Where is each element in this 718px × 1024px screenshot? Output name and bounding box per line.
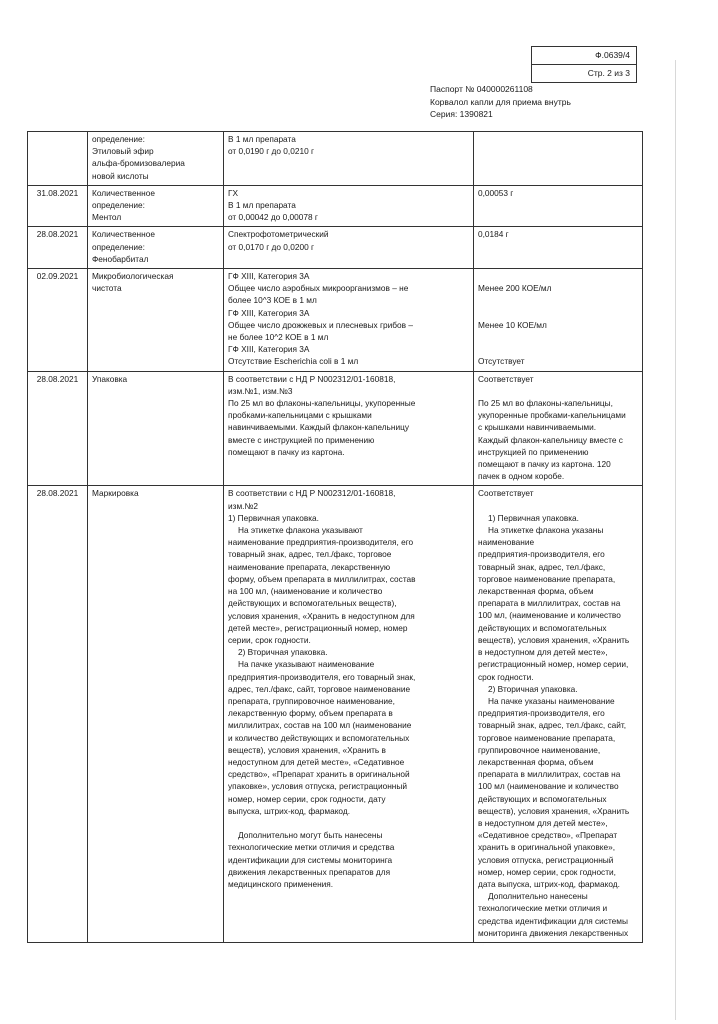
cell-line: Общее число аэробных микроорганизмов – не — [228, 283, 409, 294]
cell-line: На пачке указаны наименование — [488, 695, 615, 706]
cell-line: Упаковка — [92, 373, 128, 384]
page-number: Стр. 2 из 3 — [532, 64, 636, 82]
result-cell — [474, 371, 643, 486]
cell-line: в недоступном для детей месте», — [478, 817, 608, 828]
cell-line: регистрационный номер, номер серии, — [478, 659, 629, 670]
cell-line: Фенобарбитал — [92, 253, 149, 264]
table-row — [28, 132, 643, 186]
date-cell: 02.09.2021 — [28, 269, 88, 372]
table-row — [28, 269, 643, 372]
cell-line: 1) Первичная упаковка. — [488, 512, 579, 523]
cell-line: определение: — [92, 241, 145, 252]
cell-line: Менее 200 КОЕ/мл — [478, 283, 552, 294]
cell-line: ГФ XIII, Категория 3А — [228, 271, 310, 282]
cell-line: хранить в оригинальной упаковке», — [478, 842, 616, 853]
cell-line: условия отпуска, регистрационный — [478, 854, 614, 865]
cell-line: навинчиваемыми. Каждый флакон-капельницу — [228, 422, 409, 433]
cell-line: изм.№2 — [228, 500, 258, 511]
cell-line: ГФ XIII, Категория 3А — [228, 344, 310, 355]
cell-line: Этиловый эфир — [92, 146, 154, 157]
test-cell — [88, 132, 224, 186]
cell-line: от 0,0190 г до 0,0210 г — [228, 146, 315, 157]
date-cell — [28, 132, 88, 186]
cell-line: недоступном для детей месте», «Седативное — [228, 756, 405, 767]
product-name: Корвалол капли для приема внутрь — [430, 96, 571, 107]
norm-cell — [224, 132, 474, 186]
cell-line — [478, 385, 638, 397]
cell-line: определение: — [92, 134, 145, 144]
form-code: Ф.0639/4 — [595, 50, 630, 60]
date-cell: 28.08.2021 — [28, 371, 88, 486]
cell-line: веществ), условия хранения, «Хранить — [478, 805, 630, 816]
cell-line: ГФ XIII, Категория 3А — [228, 307, 310, 318]
cell-line — [478, 500, 638, 512]
cell-line: от 0,00042 до 0,00078 г — [228, 212, 318, 223]
table-row — [28, 185, 643, 227]
scan-edge-line — [675, 60, 676, 1020]
cell-line: Спектрофотометрический — [228, 229, 329, 240]
cell-line: В соответствии с НД Р N002312/01-160818, — [228, 488, 396, 499]
cell-line: По 25 мл во флаконы-капельницы, — [478, 398, 613, 409]
cell-line: действующих и вспомогательных — [478, 793, 607, 804]
cell-line: в недоступном для детей месте», — [478, 647, 608, 658]
cell-line: Отсутствие Escherichia coli в 1 мл — [228, 356, 359, 367]
cell-line: технологические метки отличия и средства — [228, 842, 395, 853]
cell-line: помещают в пачку из картона. 120 — [478, 459, 611, 470]
cell-line: и количество действующих и вспомогательных — [228, 732, 410, 743]
result-cell — [474, 269, 643, 372]
cell-line: новой кислоты — [92, 170, 149, 181]
cell-line: 1) Первичная упаковка. — [228, 512, 319, 523]
cell-line: препарата, группировочное наименование, — [228, 695, 395, 706]
test-cell — [88, 371, 224, 486]
result-cell — [474, 185, 643, 227]
test-cell — [88, 269, 224, 372]
cell-line: предприятия-производителя, его — [478, 549, 605, 560]
cell-line: срок годности. — [478, 671, 534, 682]
cell-line: помещают в пачку из картона. — [228, 446, 345, 457]
cell-line: мониторинга движения лекарственных — [478, 927, 629, 938]
cell-line: с крышками навинчиваемыми. — [478, 422, 597, 433]
result-cell — [474, 132, 643, 186]
cell-line — [478, 307, 638, 319]
cell-line: В 1 мл препарата — [228, 134, 296, 144]
cell-line: миллилитрах, состав на 100 мл (наименование — [228, 720, 412, 731]
cell-line: торговое наименование препарата, — [478, 573, 616, 584]
cell-line: препарата в миллилитрах, состав на — [478, 598, 621, 609]
cell-line: Соответствует — [478, 488, 534, 499]
cell-line: Дополнительно нанесены — [488, 891, 588, 902]
cell-line: На пачке указывают наименование — [238, 659, 375, 670]
cell-line: препарата в миллилитрах, состав на — [478, 769, 621, 780]
form-code-box — [531, 46, 637, 83]
cell-line: средство», «Препарат хранить в оригинальной — [228, 769, 410, 780]
cell-line: альфа-бромизовалериа — [92, 158, 185, 169]
analysis-table — [27, 131, 643, 943]
cell-line: Соответствует — [478, 373, 534, 384]
cell-line: На этикетке флакона указывают — [238, 525, 363, 536]
cell-line — [478, 331, 638, 343]
test-cell — [88, 486, 224, 943]
cell-line: определение: — [92, 200, 145, 211]
cell-line: предприятия-производителя, его товарный знак, — [228, 671, 416, 682]
test-cell — [88, 227, 224, 269]
norm-cell — [224, 486, 474, 943]
test-cell — [88, 185, 224, 227]
cell-line: изм.№1, изм.№3 — [228, 385, 293, 396]
cell-line: торговое наименование препарата, — [478, 732, 616, 743]
cell-line: предприятия-производителя, его — [478, 708, 605, 719]
cell-line: наименование препарата, лекарственную — [228, 561, 391, 572]
cell-line: Дополнительно могут быть нанесены — [238, 830, 383, 841]
cell-line: на 100 мл, (наименование и количество — [228, 586, 383, 597]
cell-line: вместе с инструкцией по применению — [228, 434, 375, 445]
cell-line: лекарственная форма, объем — [478, 756, 594, 767]
cell-line: 2) Вторичная упаковка. — [238, 647, 328, 658]
cell-line: ГХ — [228, 187, 239, 198]
result-cell — [474, 227, 643, 269]
norm-cell — [224, 269, 474, 372]
cell-line: В соответствии с НД Р N002312/01-160818, — [228, 373, 396, 384]
result-cell — [474, 486, 643, 943]
cell-line — [478, 270, 638, 282]
table-row — [28, 486, 643, 943]
norm-cell — [224, 371, 474, 486]
cell-line: упаковке», условия отпуска, регистрационный — [228, 781, 407, 792]
cell-line: выпуска, штрих-код, фармакод. — [228, 805, 351, 816]
cell-line: Общее число дрожжевых и плесневых грибов – — [228, 319, 413, 330]
cell-line: Микробиологическая — [92, 271, 174, 282]
cell-line: группировочное наименование, — [478, 744, 601, 755]
cell-line: товарный знак, адрес, тел./факс, — [478, 561, 606, 572]
cell-line — [478, 294, 638, 306]
cell-line — [478, 343, 638, 355]
document-header — [430, 83, 571, 121]
passport-number: Паспорт № 040000261108 — [430, 84, 533, 94]
cell-line: условия хранения, «Хранить в недоступном для — [228, 610, 415, 621]
cell-line: По 25 мл во флаконы-капельницы, укупоренные — [228, 398, 416, 409]
date-cell: 31.08.2021 — [28, 185, 88, 227]
table-row — [28, 371, 643, 486]
cell-line: укупоренные пробками-капельницами — [478, 410, 626, 421]
date-cell: 28.08.2021 — [28, 486, 88, 943]
cell-line: Количественное — [92, 187, 155, 198]
cell-line: идентификации для системы мониторинга — [228, 854, 393, 865]
cell-line: форму, объем препарата в миллилитрах, состав — [228, 573, 416, 584]
cell-line: 100 мл (наименование и количество — [478, 781, 619, 792]
cell-line: детей месте», регистрационный номер, номер — [228, 622, 408, 633]
cell-line: номер, номер серии, срок годности, — [478, 866, 616, 877]
cell-line: 2) Вторичная упаковка. — [488, 683, 578, 694]
cell-line: инструкцией по применению — [478, 446, 589, 457]
cell-line: товарный знак, адрес, тел./факс, торговое — [228, 549, 392, 560]
cell-line: номер, номер серии, срок годности, дату — [228, 793, 386, 804]
series-number: Серия: 1390821 — [430, 109, 493, 119]
cell-line: 100 мл, (наименование и количество — [478, 610, 621, 621]
cell-line: серии, срок годности. — [228, 634, 311, 645]
cell-line: наименование — [478, 537, 535, 548]
cell-line — [478, 133, 638, 145]
cell-line: не более 10^2 КОЕ в 1 мл — [228, 332, 329, 343]
cell-line: Маркировка — [92, 488, 139, 499]
norm-cell — [224, 227, 474, 269]
cell-line: дата выпуска, штрих-код, фармакод. — [478, 878, 620, 889]
norm-cell — [224, 185, 474, 227]
cell-line: более 10^3 КОЕ в 1 мл — [228, 295, 317, 306]
cell-line: 0,00053 г — [478, 187, 514, 198]
cell-line: медицинского применения. — [228, 878, 334, 889]
cell-line: 0,0184 г — [478, 229, 509, 240]
cell-line: действующих и вспомогательных — [478, 622, 607, 633]
cell-line: Количественное — [92, 229, 155, 240]
cell-line: Ментол — [92, 212, 122, 223]
cell-line: Каждый флакон-капельницу вместе с — [478, 434, 623, 445]
cell-line — [228, 817, 469, 829]
cell-line: веществ), условия хранения, «Хранить в — [228, 744, 386, 755]
cell-line: технологические метки отличия и — [478, 903, 608, 914]
table-row — [28, 227, 643, 269]
cell-line: На этикетке флакона указаны — [488, 525, 604, 536]
cell-line: «Седативное средство», «Препарат — [478, 830, 618, 841]
cell-line: пробками-капельницами с крышками — [228, 410, 372, 421]
cell-line: Менее 10 КОЕ/мл — [478, 319, 547, 330]
cell-line: пачек в одном коробе. — [478, 471, 565, 482]
cell-line: товарный знак, адрес, тел./факс, сайт, — [478, 720, 627, 731]
cell-line: действующих и вспомогательных веществ), — [228, 598, 397, 609]
cell-line: Отсутствует — [478, 356, 525, 367]
cell-line: наименование предприятия-производителя, его — [228, 537, 414, 548]
cell-line: адрес, тел./факс, сайт, торговое наименование — [228, 683, 411, 694]
cell-line: В 1 мл препарата — [228, 200, 296, 211]
cell-line: веществ), условия хранения, «Хранить — [478, 634, 630, 645]
cell-line: средства идентификации для системы — [478, 915, 628, 926]
cell-line: лекарственную форму, объем препарата в — [228, 708, 393, 719]
date-cell: 28.08.2021 — [28, 227, 88, 269]
cell-line: движения лекарственных препаратов для — [228, 866, 391, 877]
cell-line: от 0,0170 г до 0,0200 г — [228, 241, 315, 252]
cell-line: чистота — [92, 283, 122, 294]
cell-line: лекарственная форма, объем — [478, 586, 594, 597]
